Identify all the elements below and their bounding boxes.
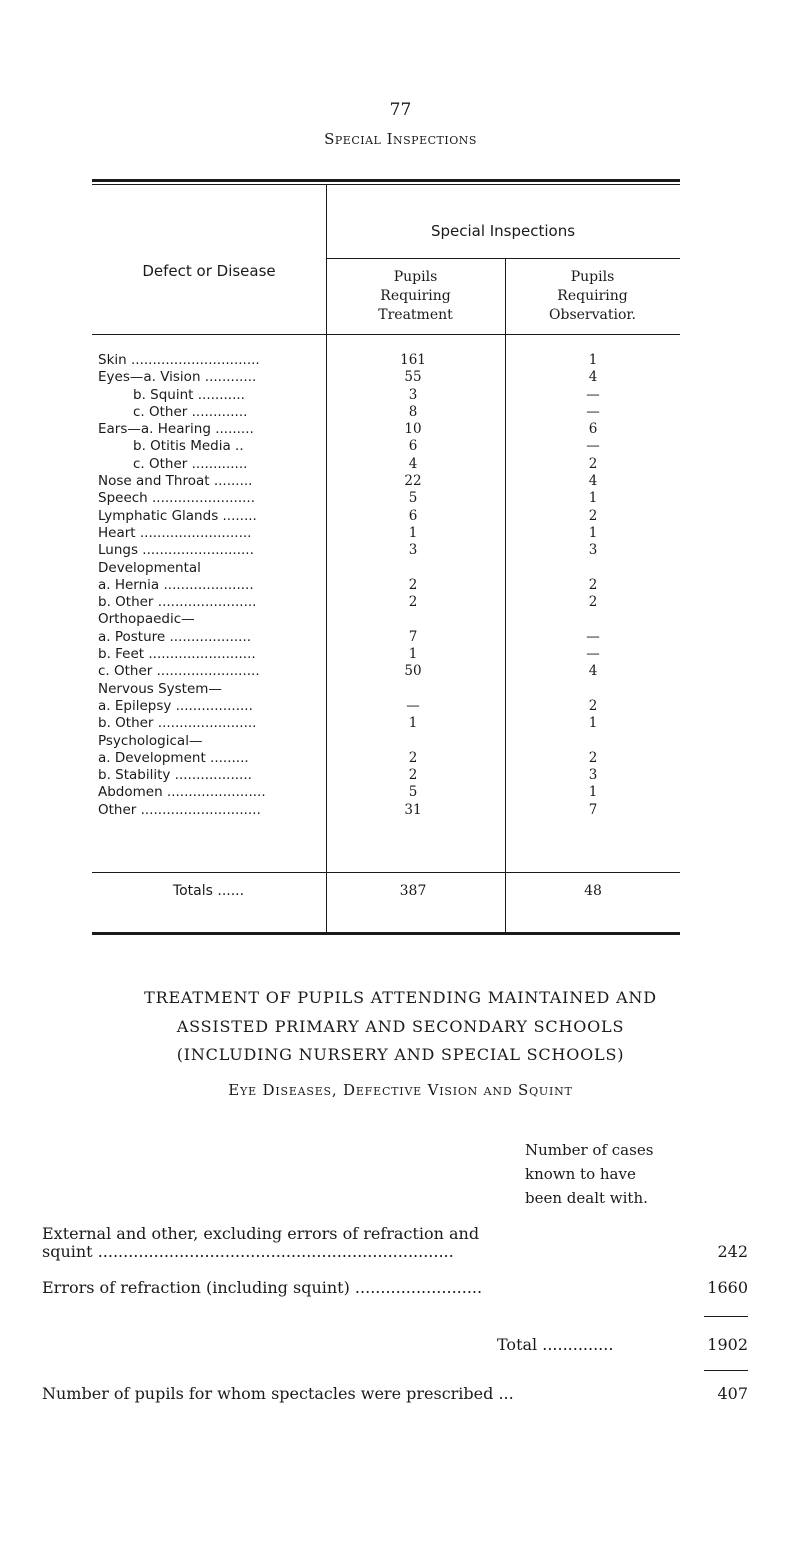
treatment-value: 161: [400, 352, 426, 368]
observation-value: 4: [588, 663, 598, 680]
observation-value: 2: [588, 594, 598, 611]
totals-label: Totals ......: [172, 883, 245, 899]
observation-value: 4: [588, 473, 598, 490]
row-label: c. Other .............: [133, 455, 248, 472]
observation-value: 3: [588, 767, 598, 784]
row-label: c. Other ........................: [98, 663, 260, 680]
treatment-value: —: [406, 697, 420, 714]
treatment-value: 7: [408, 628, 418, 645]
total-bottom-rule: [704, 1370, 748, 1371]
page-number: 77: [389, 100, 412, 120]
observation-value: 2: [588, 576, 598, 593]
observation-value: 1: [588, 490, 598, 507]
table-row: [92, 715, 680, 732]
observation-value: —: [586, 403, 600, 420]
row-label: Other ............................: [98, 801, 261, 818]
table-row: [92, 767, 680, 784]
row-label: Eyes—a. Vision ............: [98, 369, 257, 386]
row-label: Nose and Throat .........: [98, 473, 253, 490]
row-label: a. Epilepsy ..................: [98, 697, 253, 714]
row-label: a. Development .........: [98, 749, 249, 766]
table-row: [92, 421, 680, 438]
header-bottom-rule: [92, 334, 680, 335]
group-header-rule: [326, 258, 680, 259]
observation-value: —: [586, 628, 600, 645]
treatment-value: 50: [404, 663, 422, 680]
row-label: Speech ........................: [98, 490, 256, 507]
treatment-value: 1: [408, 524, 418, 541]
column-header-defect: Defect or Disease: [142, 262, 276, 280]
treatment-value: 4: [408, 455, 418, 472]
table-row: [92, 733, 680, 750]
row-label: a. Posture ...................: [98, 628, 252, 645]
row-label: b. Otitis Media ..: [133, 438, 244, 455]
column-header-treatment-line: Requiring: [380, 288, 451, 304]
table-row: [92, 663, 680, 680]
treatment-value: 5: [408, 784, 418, 801]
treatment-value: 5: [408, 490, 418, 507]
row-label: Ears—a. Hearing .........: [98, 421, 254, 438]
column-header-observation-line: Observatior.: [549, 307, 636, 323]
row-label: b. Feet .........................: [98, 646, 256, 663]
treatment-value: 1: [408, 715, 418, 732]
section-title-line-3: (INCLUDING NURSERY AND SPECIAL SCHOOLS): [176, 1045, 625, 1064]
sub-heading: Eye Diseases, Defective Vision and Squint: [228, 1081, 573, 1099]
observation-value: 1: [588, 352, 598, 368]
row-label: Heart ..........................: [98, 524, 252, 541]
table-row: [92, 352, 680, 369]
totals-observation: 48: [584, 883, 602, 899]
total-rule: [704, 1316, 748, 1317]
item-value: 242: [717, 1242, 748, 1261]
observation-value: 2: [588, 455, 598, 472]
treatment-value: 10: [404, 421, 422, 438]
row-label: Abdomen .......................: [98, 784, 266, 801]
page-heading: Special Inspections: [324, 130, 477, 148]
observation-value: 1: [588, 524, 598, 541]
column-header-treatment: [326, 268, 505, 325]
total-value: 1902: [707, 1335, 748, 1354]
table-row: [92, 560, 680, 577]
table-row: [92, 387, 680, 404]
table-row: [92, 508, 680, 525]
row-label: Lymphatic Glands ........: [98, 507, 257, 524]
total-label: Total ..............: [497, 1335, 614, 1354]
treatment-value: 6: [408, 438, 418, 455]
observation-value: —: [586, 438, 600, 455]
totals-treatment: 387: [399, 883, 427, 899]
table-row: [92, 542, 680, 559]
table-row: [92, 784, 680, 801]
table-row: [92, 525, 680, 542]
treatment-value: 2: [408, 767, 418, 784]
table-row: [92, 698, 680, 715]
row-label: b. Squint ...........: [133, 386, 245, 403]
treatment-value: 2: [408, 749, 418, 766]
column-note-line: known to have: [525, 1165, 636, 1183]
row-label: c. Other .............: [133, 403, 248, 420]
observation-value: 2: [588, 507, 598, 524]
column-header-observation-line: Pupils: [570, 269, 615, 285]
observation-value: 1: [588, 784, 598, 801]
row-label: b. Stability ..................: [98, 767, 252, 784]
table-row: [92, 473, 680, 490]
treatment-value: 2: [408, 594, 418, 611]
row-label: Developmental: [98, 559, 201, 576]
column-note-line: been dealt with.: [525, 1189, 648, 1207]
item-value: 1660: [707, 1278, 748, 1297]
table-row: [92, 802, 680, 819]
column-note-line: Number of cases: [525, 1141, 654, 1159]
treatment-value: 3: [408, 386, 418, 403]
treatment-value: 55: [404, 369, 422, 386]
treatment-value: 8: [408, 403, 418, 420]
row-label: Orthopaedic—: [98, 611, 195, 628]
table-row: [92, 611, 680, 628]
observation-value: 2: [588, 697, 598, 714]
column-header-observation: [505, 268, 680, 325]
table-row: [92, 577, 680, 594]
totals-top-rule: [92, 872, 680, 873]
row-label: b. Other .......................: [98, 594, 257, 611]
row-label: Lungs ..........................: [98, 542, 254, 559]
row-label: Skin ..............................: [98, 352, 260, 368]
column-header-observation-line: Requiring: [557, 288, 628, 304]
spectacles-value: 407: [717, 1384, 748, 1403]
column-header-treatment-line: Treatment: [378, 307, 453, 323]
item-label-line-1: External and other, excluding errors of refraction and: [42, 1224, 480, 1243]
item-label-line-2: squint ......................................................................: [42, 1242, 454, 1261]
treatment-value: 6: [408, 507, 418, 524]
table-row: [92, 681, 680, 698]
observation-value: 2: [588, 749, 598, 766]
row-label: b. Other .......................: [98, 715, 257, 732]
observation-value: 4: [588, 369, 598, 386]
table-body: [92, 352, 680, 819]
row-label: Nervous System—: [98, 680, 222, 697]
column-header-treatment-line: Pupils: [393, 269, 438, 285]
observation-value: 1: [588, 715, 598, 732]
observation-value: —: [586, 386, 600, 403]
table-row: [92, 594, 680, 611]
table-row: [92, 456, 680, 473]
observation-value: 3: [588, 542, 598, 559]
section-title-line-2: ASSISTED PRIMARY AND SECONDARY SCHOOLS: [176, 1017, 625, 1036]
item-label: Errors of refraction (including squint) .........................: [42, 1278, 483, 1297]
group-header-special-inspections: Special Inspections: [430, 222, 576, 240]
treatment-value: 3: [408, 542, 418, 559]
row-label: Psychological—: [98, 732, 203, 749]
table-row: [92, 646, 680, 663]
treatment-value: 31: [404, 801, 422, 818]
table-row: [92, 438, 680, 455]
table-row: [92, 750, 680, 767]
row-label: a. Hernia .....................: [98, 576, 254, 593]
table-row: [92, 404, 680, 421]
table-bottom-rule: [92, 932, 680, 935]
section-title-line-1: TREATMENT OF PUPILS ATTENDING MAINTAINED AND: [144, 988, 657, 1007]
treatment-value: 22: [404, 473, 422, 490]
treatment-value: 1: [408, 646, 418, 663]
observation-value: 7: [588, 801, 598, 818]
table-row: [92, 369, 680, 386]
spectacles-label: Number of pupils for whom spectacles were prescribed ...: [42, 1384, 514, 1403]
observation-value: 6: [588, 421, 598, 438]
observation-value: —: [586, 646, 600, 663]
table-row: [92, 490, 680, 507]
treatment-value: 2: [408, 576, 418, 593]
table-top-rule: [92, 179, 680, 182]
table-row: [92, 629, 680, 646]
table-top-rule-thin: [92, 184, 680, 185]
